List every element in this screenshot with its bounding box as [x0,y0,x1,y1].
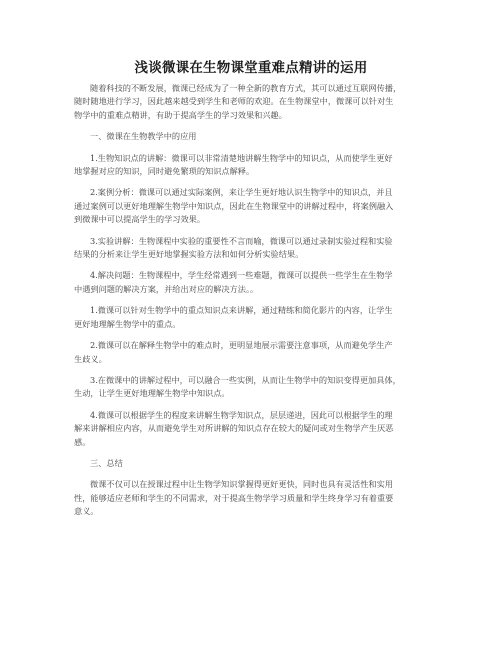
text-line: 到微课中可以提高学生的学习效果。 [74,214,206,225]
text-line: 3.在微课中的讲解过程中，可以融合一些实例，从而让生物学中的知识变得更加具体， [90,374,401,385]
text-line: 生歧义。 [74,353,107,364]
list-item [74,304,434,331]
document-title: 浅谈微课在生物课堂重难点精讲的运用 [134,60,368,76]
text-line: 3.实验讲解：生物课程中实验的重要性不言而喻，微课可以通过录制实验过程和实验 [90,235,393,246]
text-line: 解来讲解相应内容，从而避免学生对所讲解的知识点存在较大的疑问或对生物学产生厌恶 [74,423,394,434]
text-line: 更好地理解生物学中的重点。 [74,318,181,329]
intro-paragraph [74,82,434,122]
text-line: 2.案例分析：微课可以通过实际案例，来让学生更好地认识生物学中的知识点，并且 [90,187,393,198]
text-line: 2.微课可以在解释生物学中的难点时，更明显地展示需要注意事项，从而避免学生产 [90,340,393,351]
text-line: 中遇到问题的解决方案，并给出对应的解决方法。。 [74,283,259,294]
text-line: 1.生物知识点的讲解：微课可以非常清楚地讲解生物学中的知识点，从而使学生更好 [90,152,393,163]
text-line: 4.微课可以根据学生的程度来讲解生物学知识点，层层递进，因此可以根据学生的理 [90,409,393,420]
section-heading: 一、微课在生物教学中的应用 [90,131,197,142]
list-item [74,409,434,449]
text-line: 结果的分析来让学生更好地掌握实验方法和如何分析实验结果。 [74,249,304,260]
text-line: 感。 [74,436,91,447]
list-item [74,235,434,262]
text-line: 4.解决问题：生物课程中，学生经常遇到一些难题，微课可以提供一些学生在生物学 [90,270,393,281]
text-line: 意义。 [74,506,99,517]
list-item [74,269,434,296]
text-line: 生动，让学生更好地理解生物学中知识点。 [74,388,230,399]
text-line: 物学中的重难点精讲，有助于提高学生的学习效果和兴趣。 [74,109,287,120]
list-item [74,186,434,226]
text-line: 地掌握对应的知识，同时避免繁琐的知识点解释。 [74,166,255,177]
list-item [74,339,434,366]
text-line: 性，能够适应老师和学生的不同需求，对于提高生物学学习质量和学生终身学习有着重要 [74,492,394,503]
text-line: 通过案例可以更好地理解生物学中知识点，因此在生物课堂中的讲解过程中，将案例融入 [74,200,394,211]
text-line: 微课不仅可以在授课过程中让生物学知识掌握得更好更快，同时也具有灵活性和实用 [90,479,393,490]
list-item [74,152,434,179]
list-item [74,374,434,401]
document-body [74,82,434,527]
section-heading: 三、总结 [90,457,123,468]
text-line: 随时随地进行学习，因此越来越受到学生和老师的欢迎。在生物课堂中，微课可以针对生 [74,96,394,107]
conclusion-paragraph [74,478,434,518]
text-line: 随着科技的不断发展，微课已经成为了一种全新的教育方式，其可以通过互联网传播， [90,83,402,93]
text-line: 1.微课可以针对生物学中的重点知识点来讲解，通过精练和简化影片的内容，让学生 [90,305,393,316]
